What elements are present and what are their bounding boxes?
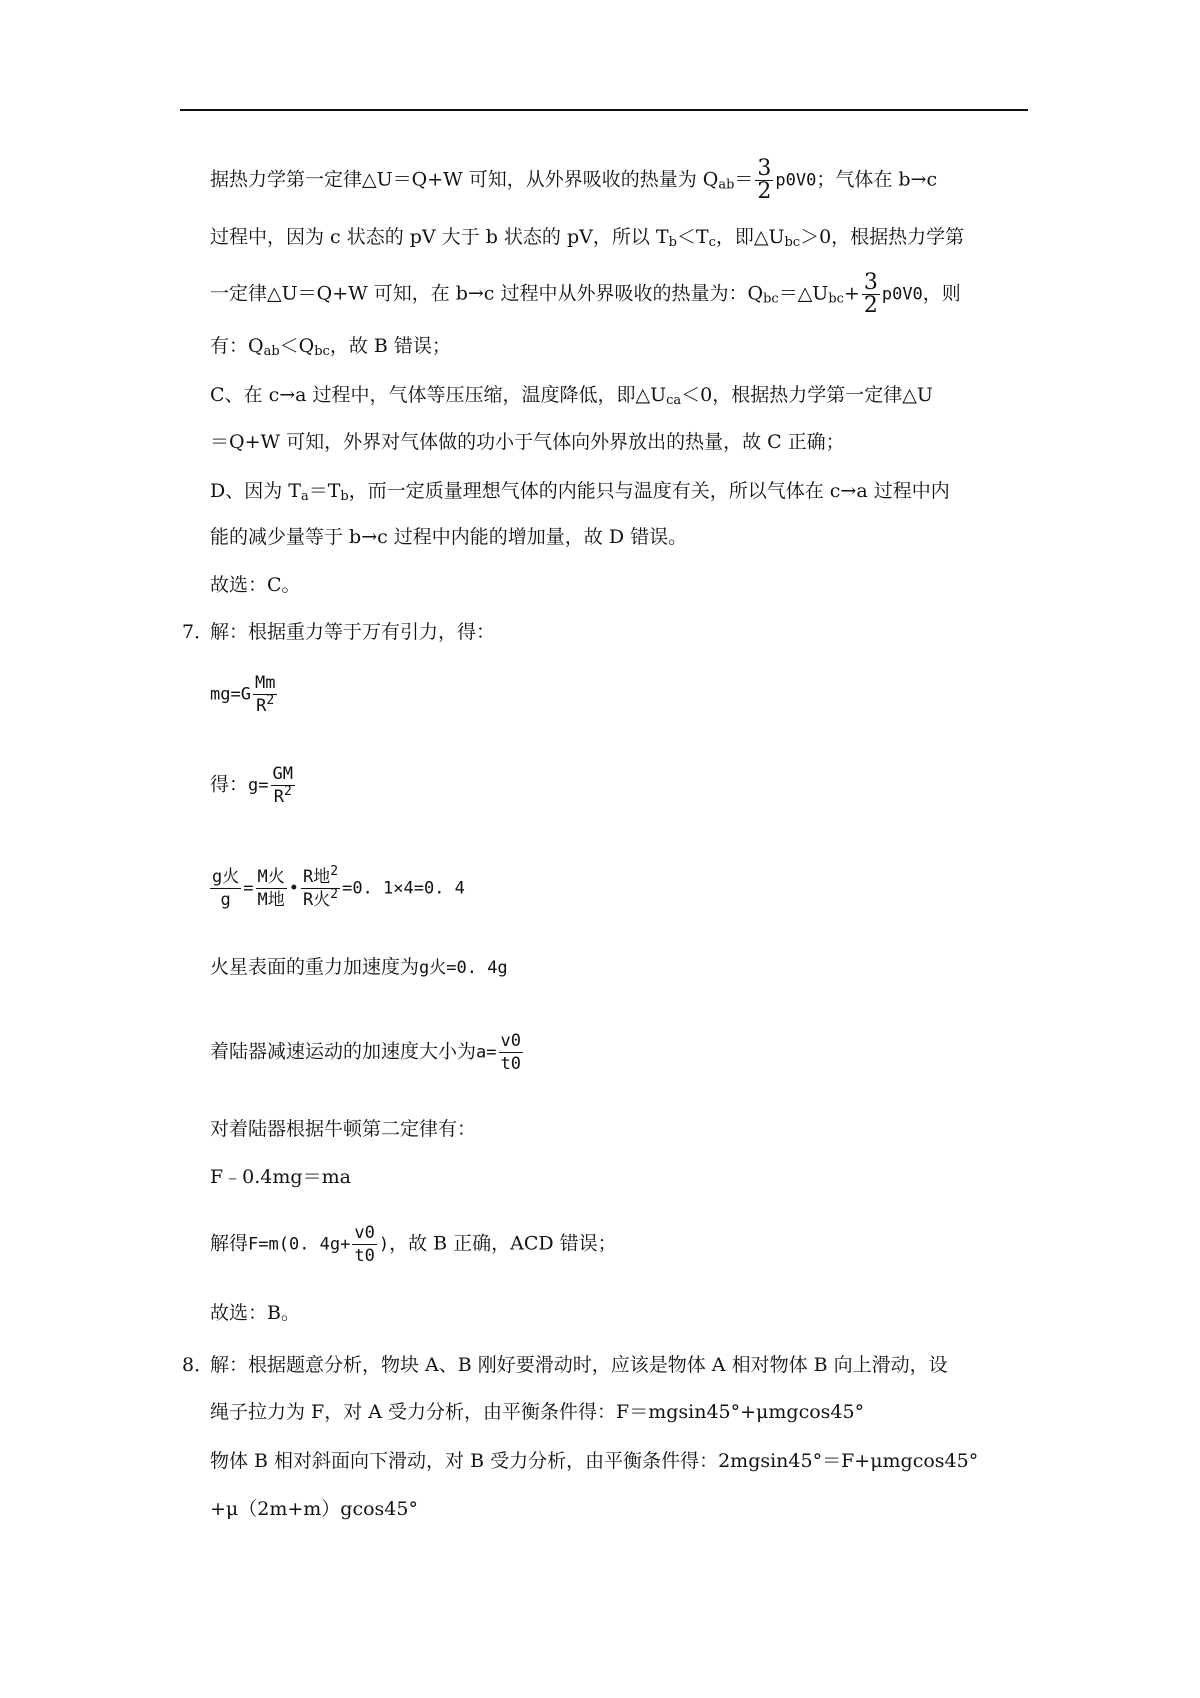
question-number: 8． xyxy=(182,1354,214,1376)
fraction xyxy=(301,866,340,911)
text-line-6: ＝Q+W 可知，外界对气体做的功小于气体向外界放出的热量，故 C 正确； xyxy=(210,431,845,453)
text: 过程中，因为 c 状态的 pV 大于 b 状态的 pV，所以 T xyxy=(210,226,669,248)
text: R火 xyxy=(303,890,331,910)
text: R xyxy=(256,696,267,716)
text-line-q8c: 物体 B 相对斜面向下滑动，对 B 受力分析，由平衡条件得：2mgsin45°＝F+μmgcos45° xyxy=(210,1450,979,1472)
superscript: 2 xyxy=(330,887,339,902)
fraction xyxy=(210,866,241,911)
denominator: t0 xyxy=(500,1054,521,1074)
text-line-7 xyxy=(210,474,1030,508)
denominator: t0 xyxy=(354,1246,375,1266)
numerator: 3 xyxy=(863,270,878,295)
fraction xyxy=(499,1030,523,1075)
text: 着陆器减速运动的加速度大小为 xyxy=(210,1040,477,1063)
text: ＞0，根据热力学第 xyxy=(800,226,965,248)
text-line-5 xyxy=(210,378,1030,412)
text: R xyxy=(273,787,284,807)
fraction-3-2 xyxy=(862,272,880,317)
superscript: 2 xyxy=(283,784,292,799)
denominator: 2 xyxy=(863,293,878,318)
text: a= xyxy=(476,1042,497,1063)
subscript: ab xyxy=(718,177,735,193)
text-line-mars-gravity xyxy=(210,950,1030,985)
text: ＜T xyxy=(676,226,709,248)
text-line-q8d: +μ（2m+m）gcos45° xyxy=(210,1498,418,1520)
text-line-newton: 对着陆器根据牛顿第二定律有： xyxy=(210,1118,477,1140)
text: = xyxy=(243,878,254,899)
denominator: 2 xyxy=(757,179,772,204)
text: ，而一定质量理想气体的内能只与温度有关，所以气体在 c→a 过程中内 xyxy=(348,480,950,502)
text: ；气体在 b→c xyxy=(816,168,938,191)
text-line-equation: F﹣0.4mg＝ma xyxy=(210,1166,351,1188)
denominator: M地 xyxy=(257,890,285,910)
numerator: 3 xyxy=(757,156,772,181)
text: 解得 xyxy=(210,1232,249,1255)
text: ，即△U xyxy=(715,226,785,248)
text-line-q8b: 绳子拉力为 F，对 A 受力分析，由平衡条件得：F＝mgsin45°+μmgcos45° xyxy=(210,1401,865,1423)
text: ，则 xyxy=(922,282,961,305)
text: ，故 B 错误； xyxy=(329,335,451,357)
question-number: 7． xyxy=(182,621,214,643)
text-line-8: 能的减少量等于 b→c 过程中内能的增加量，故 D 错误。 xyxy=(210,526,688,548)
text-line-2 xyxy=(210,220,1030,254)
numerator: g火 xyxy=(212,867,240,887)
subscript: bc xyxy=(763,291,779,307)
subscript: b xyxy=(668,235,677,250)
subscript: c xyxy=(708,235,716,250)
numerator: GM xyxy=(272,764,293,784)
text: ＝ xyxy=(734,168,754,191)
fraction-3-2 xyxy=(755,158,773,203)
p0v0: p0V0 xyxy=(775,170,817,191)
p0v0: p0V0 xyxy=(881,284,923,305)
numerator: v0 xyxy=(500,1031,521,1051)
text-line-1 xyxy=(210,158,1030,203)
text: ＝△U xyxy=(778,282,829,305)
numerator: v0 xyxy=(354,1223,375,1243)
text: • xyxy=(288,878,299,899)
numerator: M火 xyxy=(257,867,285,887)
text-line-9: 故选：C。 xyxy=(210,574,301,596)
equation-2 xyxy=(210,763,1030,808)
text: ＝T xyxy=(308,480,341,502)
text: 一定律△U＝Q+W 可知，在 b→c 过程中从外界吸收的热量为：Q xyxy=(210,282,764,305)
subscript: ab xyxy=(263,344,280,359)
formula: g火=0. 4g xyxy=(419,958,508,978)
text-line-answer: 故选：B。 xyxy=(210,1302,300,1324)
fraction xyxy=(253,672,277,717)
text: 得： xyxy=(210,773,249,796)
subscript: bc xyxy=(314,344,330,359)
subscript: bc xyxy=(784,235,801,250)
text: + xyxy=(843,282,860,305)
text-line-4 xyxy=(210,329,1030,363)
denominator: g xyxy=(220,890,231,910)
text: 火星表面的重力加速度为 xyxy=(210,956,420,978)
question-7 xyxy=(182,615,1002,649)
header-rule xyxy=(180,109,1028,111)
superscript: 2 xyxy=(266,693,275,708)
equation-1 xyxy=(210,672,1030,717)
equation-3 xyxy=(208,866,1028,911)
subscript: ca xyxy=(666,393,682,408)
text: 据热力学第一定律△U＝Q+W 可知，从外界吸收的热量为 Q xyxy=(210,168,719,191)
text: ) xyxy=(378,1234,390,1255)
text: R地 xyxy=(303,867,331,887)
denominator xyxy=(271,786,295,808)
text: D、因为 T xyxy=(210,480,301,502)
text: 解：根据题意分析，物块 A、B 刚好要滑动时，应该是物体 A 相对物体 B 向上滑动，设 xyxy=(210,1354,948,1376)
text-line-3 xyxy=(210,272,1030,317)
text: F=m(0. 4g+ xyxy=(248,1234,351,1255)
text: C、在 c→a 过程中，气体等压压缩，温度降低，即△U xyxy=(210,384,667,406)
subscript: a xyxy=(300,489,309,504)
fraction xyxy=(352,1222,376,1267)
text: 解：根据重力等于万有引力，得： xyxy=(210,621,496,643)
text-line-acceleration xyxy=(210,1030,1030,1075)
numerator: Mm xyxy=(254,673,276,693)
text: ＜Q xyxy=(279,335,315,357)
superscript: 2 xyxy=(330,864,339,879)
text: =0. 1×4=0. 4 xyxy=(342,878,465,899)
subscript: bc xyxy=(828,291,844,307)
question-8 xyxy=(182,1348,1002,1382)
subscript: b xyxy=(340,489,349,504)
fraction xyxy=(271,763,295,808)
denominator xyxy=(253,695,277,717)
text: g= xyxy=(248,775,269,796)
fraction xyxy=(256,866,287,911)
text: 有：Q xyxy=(210,335,264,357)
text: ＜0，根据热力学第一定律△U xyxy=(681,384,933,406)
numerator xyxy=(301,866,340,889)
denominator xyxy=(301,889,340,911)
text-line-solution xyxy=(210,1222,1030,1267)
text: mg=G xyxy=(210,684,251,705)
text: ，故 B 正确，ACD 错误； xyxy=(389,1232,617,1255)
